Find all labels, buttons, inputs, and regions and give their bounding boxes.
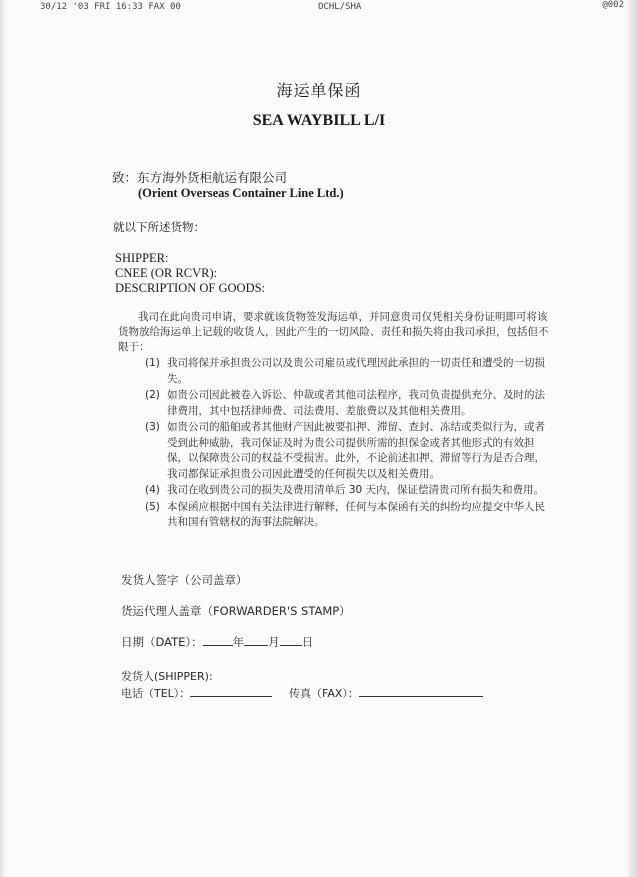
clause-item bbox=[145, 420, 545, 482]
fax-label: 传真（FAX）： bbox=[289, 687, 359, 700]
tel-blank[interactable] bbox=[190, 684, 272, 697]
date-row bbox=[121, 633, 313, 650]
addressee-name-cn: 东方海外货柜航运有限公司 bbox=[137, 170, 288, 185]
clause-item bbox=[145, 483, 545, 499]
addressee-prefix: 致： bbox=[112, 170, 138, 185]
clause-text: 本保函应根据中国有关法律进行解释，任何与本保函有关的纠纷均应提交中华人民共和国有管辖权的海事法院解决。 bbox=[167, 500, 545, 528]
clauses-list bbox=[145, 356, 545, 532]
month-label: 月 bbox=[268, 635, 280, 649]
fax-page-number: @002 bbox=[602, 0, 624, 10]
addressee-name-en: (Orient Overseas Container Line Ltd.) bbox=[138, 186, 344, 200]
clause-number: (1) bbox=[145, 357, 160, 369]
shipper-field: SHIPPER: bbox=[115, 251, 169, 265]
clause-text: 我司在收到贵公司的损失及费用清单后 30 天内，保证偿清贵司所有损失和费用。 bbox=[167, 484, 545, 496]
clause-number: (3) bbox=[145, 421, 160, 433]
description-field: DESCRIPTION OF GOODS: bbox=[115, 281, 266, 295]
fax-blank[interactable] bbox=[359, 684, 483, 697]
clause-number: (5) bbox=[145, 500, 160, 513]
shipper-signature-label: 发货人签字（公司盖章） bbox=[121, 573, 248, 587]
intro-text: 就以下所述货物： bbox=[113, 220, 205, 234]
clause-text: 如贵公司因此被卷入诉讼、仲裁或者其他司法程序，我司负责提供充分、及时的法律费用，其中包括律师费、司法费用、差旅费以及其他相关费用。 bbox=[167, 389, 545, 417]
fax-timestamp: 30/12 '03 FRI 16:33 FAX 00 bbox=[40, 2, 181, 12]
clause-item bbox=[145, 388, 545, 419]
scan-edge-left bbox=[0, 0, 6, 877]
goods-fields bbox=[115, 251, 265, 296]
scan-edge-right bbox=[628, 0, 638, 877]
title-english: SEA WAYBILL L/I bbox=[252, 112, 386, 129]
fax-sender: OCHL/SHA bbox=[318, 2, 362, 12]
title-chinese: 海运单保函 bbox=[276, 81, 362, 100]
forwarder-stamp-label: 货运代理人盖章（FORWARDER'S STAMP） bbox=[121, 604, 351, 618]
day-blank[interactable] bbox=[280, 633, 302, 646]
clause-item bbox=[145, 500, 545, 531]
phone-fax-row bbox=[121, 684, 521, 701]
body-lead: 我司在此向贵司申请，要求就该货物签发海运单，并同意贵司仅凭相关身份证明即可将该货物放给海运单上记载的收货人，因此产生的一切风险、责任和损失将由我司承担，包括但不限于： bbox=[118, 311, 549, 353]
cnee-field: CNEE (OR RCVR): bbox=[115, 266, 218, 280]
fax-part bbox=[289, 684, 483, 701]
clause-number: (2) bbox=[145, 389, 160, 401]
clause-text: 如贵公司的船舶或者其他财产因此被要扣押、滞留、查封、冻结或类似行为，或者受到此种威胁，我司保证及时为贵公司提供所需的担保金或者其他形式的有效担保，以保障贵公司的权益不受损害。此外，不论前述扣押、滞留等行为是否合理，我司都保证承担贵公司因此遭受的任何损失以及相关费用。 bbox=[167, 421, 545, 480]
day-label: 日 bbox=[301, 635, 314, 649]
clause-item bbox=[145, 356, 545, 387]
addressee-line bbox=[112, 168, 287, 186]
shipper-contact-label: 发货人(SHIPPER): bbox=[121, 670, 213, 683]
month-blank[interactable] bbox=[244, 633, 268, 646]
year-label: 年 bbox=[232, 635, 245, 649]
fax-header bbox=[40, 2, 624, 16]
date-label: 日期（DATE）： bbox=[121, 635, 203, 649]
year-blank[interactable] bbox=[203, 633, 233, 646]
tel-label: 电话（TEL）： bbox=[121, 687, 191, 700]
clause-text: 我司将保并承担贵公司以及贵公司雇员或代理因此承担的一切责任和遭受的一切损失。 bbox=[167, 357, 545, 385]
clause-number: (4) bbox=[145, 484, 160, 496]
body-paragraph bbox=[118, 310, 554, 355]
